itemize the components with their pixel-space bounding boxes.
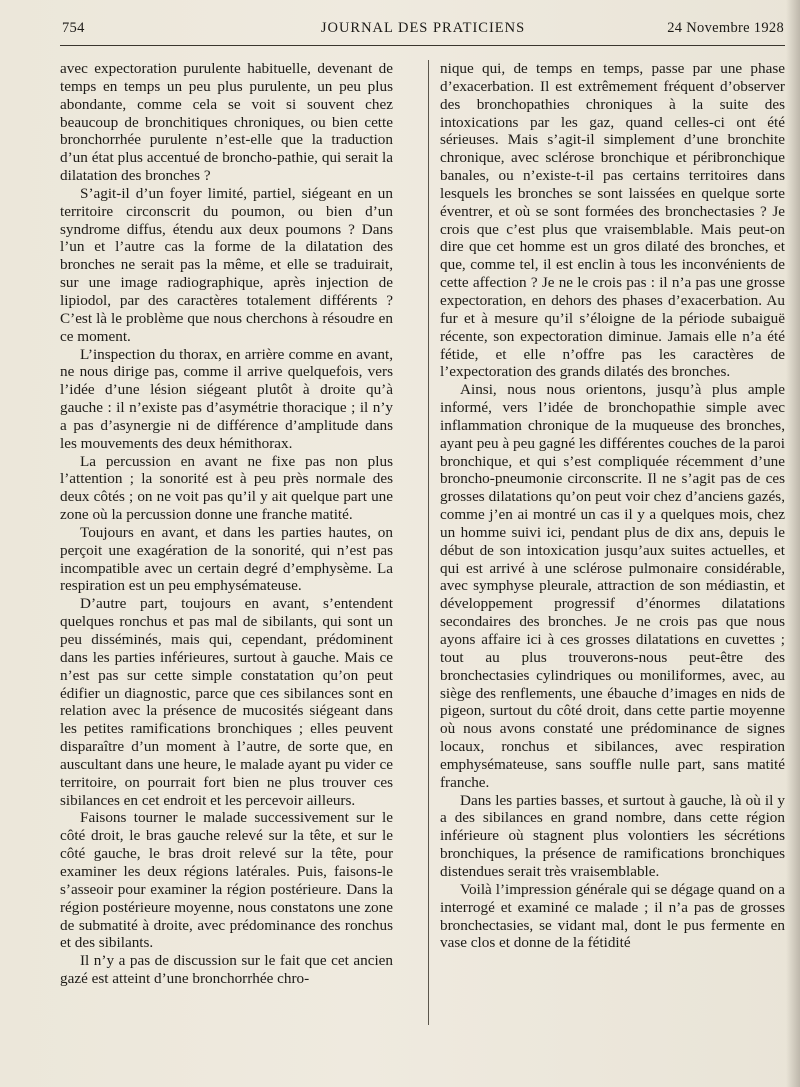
- paragraph: D’autre part, toujours en avant, s’entendent quelques ronchus et pas mal de sibilants, qui sont un peu disséminés, mais qui, cependant, prédominent dans les parties inférieures, surtout à gauche. Mais ce n’est pas sur cette simple constatation qu’on peut édifier un diagnostic, parce que ces sibilances sont en relation avec la présence de mucosités siégeant dans les petites ramifications bronchiques ; elles peuvent disparaître d’un moment à l’autre, de sorte que, en auscultant dans une heure, le malade ayant pu vider ce territoire, on pourrait fort bien ne plus trouver ces sibilances en cet endroit et les percevoir ailleurs.: [60, 595, 393, 809]
- paragraph: Dans les parties basses, et surtout à gauche, là où il y a des sibilances en grand nombre, dans cette région inférieure où stagnent plus volontiers les sécrétions bronchiques, la présence de ramifications bronchiques distendues serait très vraisemblable.: [440, 791, 785, 880]
- paragraph: La percussion en avant ne fixe pas non plus l’attention ; la sonorité est à peu près normale des deux côtés ; on ne voit pas qu’il y ait quelque part une zone où la percussion donne une franche matité.: [60, 452, 393, 524]
- paragraph: Voilà l’impression générale qui se dégage quand on a interrogé et examiné ce malade ; il n’a pas de grosses bronchectasies, se vidant mal, dont le pus fermente en vase clos et donne de la fétidité: [440, 880, 785, 952]
- paragraph: Ainsi, nous nous orientons, jusqu’à plus ample informé, vers l’idée de bronchopathie simple avec inflammation chronique de la muqueuse des bronches, ayant peu à peu gagné les différentes couches de la paroi bronchique, et qui s’est compliquée récemment d’une broncho-pneumonie circonscrite. Il ne s’agit pas de ces grosses dilatations qu’on peut voir chez d’anciens gazés, comme j’en ai montré un cas il y a quelques mois, chez un homme suivi ici, pendant plus de dix ans, depuis le début de son intoxication jusqu’aux suites actuelles, et qui est arrivé à une sclérose pulmonaire considérable, avec symphyse pleurale, attraction de son médiastin, et développement progressif d’énormes dilatations secondaires des bronches. Je ne crois pas que nous ayons affaire ici à ces grosses dilatations en cuvettes ; tout au plus trouverons-nous peut-être des bronchectasies cylindriques ou moniliformes, avec, au siège des renflements, une ébauche d’images en nids de pigeon, surtout du côté droit, dans cette partie moyenne où nous avons constaté une prédominance de signes locaux, ronchus et sibilances, avec respiration emphysémateuse, sans souffle nulle part, sans matité franche.: [440, 381, 785, 791]
- paragraph: nique qui, de temps en temps, passe par une phase d’exacerbation. Il est extrêmement fréquent d’observer des bronchopathies chroniques à la suite des intoxications par les gaz, quand celles-ci ont été sérieuses. Mais s’agit-il simplement d’une bronchite chronique, avec sclérose bronchique et péribronchique banales, ou n’existe-t-il pas certains territoires dans lesquels les bronches se sont laissées en quelque sorte éventrer, et où se sont formées des bronchectasies ? Je crois que c’est plus que vraisemblable. Mais peut-on dire que cet homme est un gros dilaté des bronches, et que, comme tel, il est enclin à tous les inconvénients de cette affection ? Je ne le crois pas : il n’a pas une grosse expectoration, en dehors des phases d’exacerbation. Au fur et à mesure qu’il s’éloigne de la période subaiguë récente, son expectoration diminue. Jamais elle n’a été fétide, et elle n’offre pas les caractères de l’expectoration des grands dilatés des bronches.: [440, 60, 785, 381]
- journal-title: JOURNAL DES PRATICIENS: [320, 20, 526, 36]
- right-column: [440, 60, 785, 952]
- paragraph: L’inspection du thorax, en arrière comme en avant, ne nous dirige pas, comme il arrive quelquefois, vers l’idée d’une lésion siégeant plutôt à droite qu’à gauche : il n’existe pas d’asymétrie thoracique ; il n’y a pas d’asynergie ni de différence d’amplitude dans les mouvements des deux hémithorax.: [60, 345, 393, 452]
- page-header: [62, 20, 784, 42]
- issue-date: 24 Novembre 1928: [667, 20, 784, 36]
- header-rule: [60, 45, 785, 46]
- column-divider: [428, 60, 429, 1025]
- paragraph: avec expectoration purulente habituelle, devenant de temps en temps un peu plus purulente, un peu plus abondante, comme cela se voit si souvent chez beaucoup de bronchitiques chroniques, ou bien cette bronchorrhée purulente n’est-elle que la traduction d’un état plus accentué de broncho-pathie, qui serait la dilatation des bronches ?: [60, 60, 393, 185]
- page-number: 754: [62, 20, 85, 36]
- paragraph: Il n’y a pas de discussion sur le fait que cet ancien gazé est atteint d’une bronchorrhée chro-: [60, 952, 393, 988]
- paragraph: Toujours en avant, et dans les parties hautes, on perçoit une exagération de la sonorité, qui n’est pas incompatible avec un certain degré d’emphysème. La respiration est un peu emphysémateuse.: [60, 523, 393, 595]
- paragraph: S’agit-il d’un foyer limité, partiel, siégeant en un territoire circonscrit du poumon, ou bien d’un syndrome diffus, étendu aux deux poumons ? Dans l’un et l’autre cas la forme de la dilatation des bronches ne serait pas la même, et elle se traduirait, sur une image radiographique, après injection de lipiodol, par des caractères totalement différents ? C’est là le problème que nous cherchons à résoudre en ce moment.: [60, 184, 393, 345]
- paragraph: Faisons tourner le malade successivement sur le côté droit, le bras gauche relevé sur la tête, et sur le côté gauche, le bras droit relevé sur la tête, pour examiner les deux régions latérales. Puis, faisons-le s’asseoir pour examiner la région postérieure. Dans la région postérieure moyenne, nous constatons une zone de submatité à droite, avec prédominance des ronchus et des sibilants.: [60, 809, 393, 952]
- page-edge-shadow: [786, 0, 800, 1087]
- left-column: [60, 60, 393, 988]
